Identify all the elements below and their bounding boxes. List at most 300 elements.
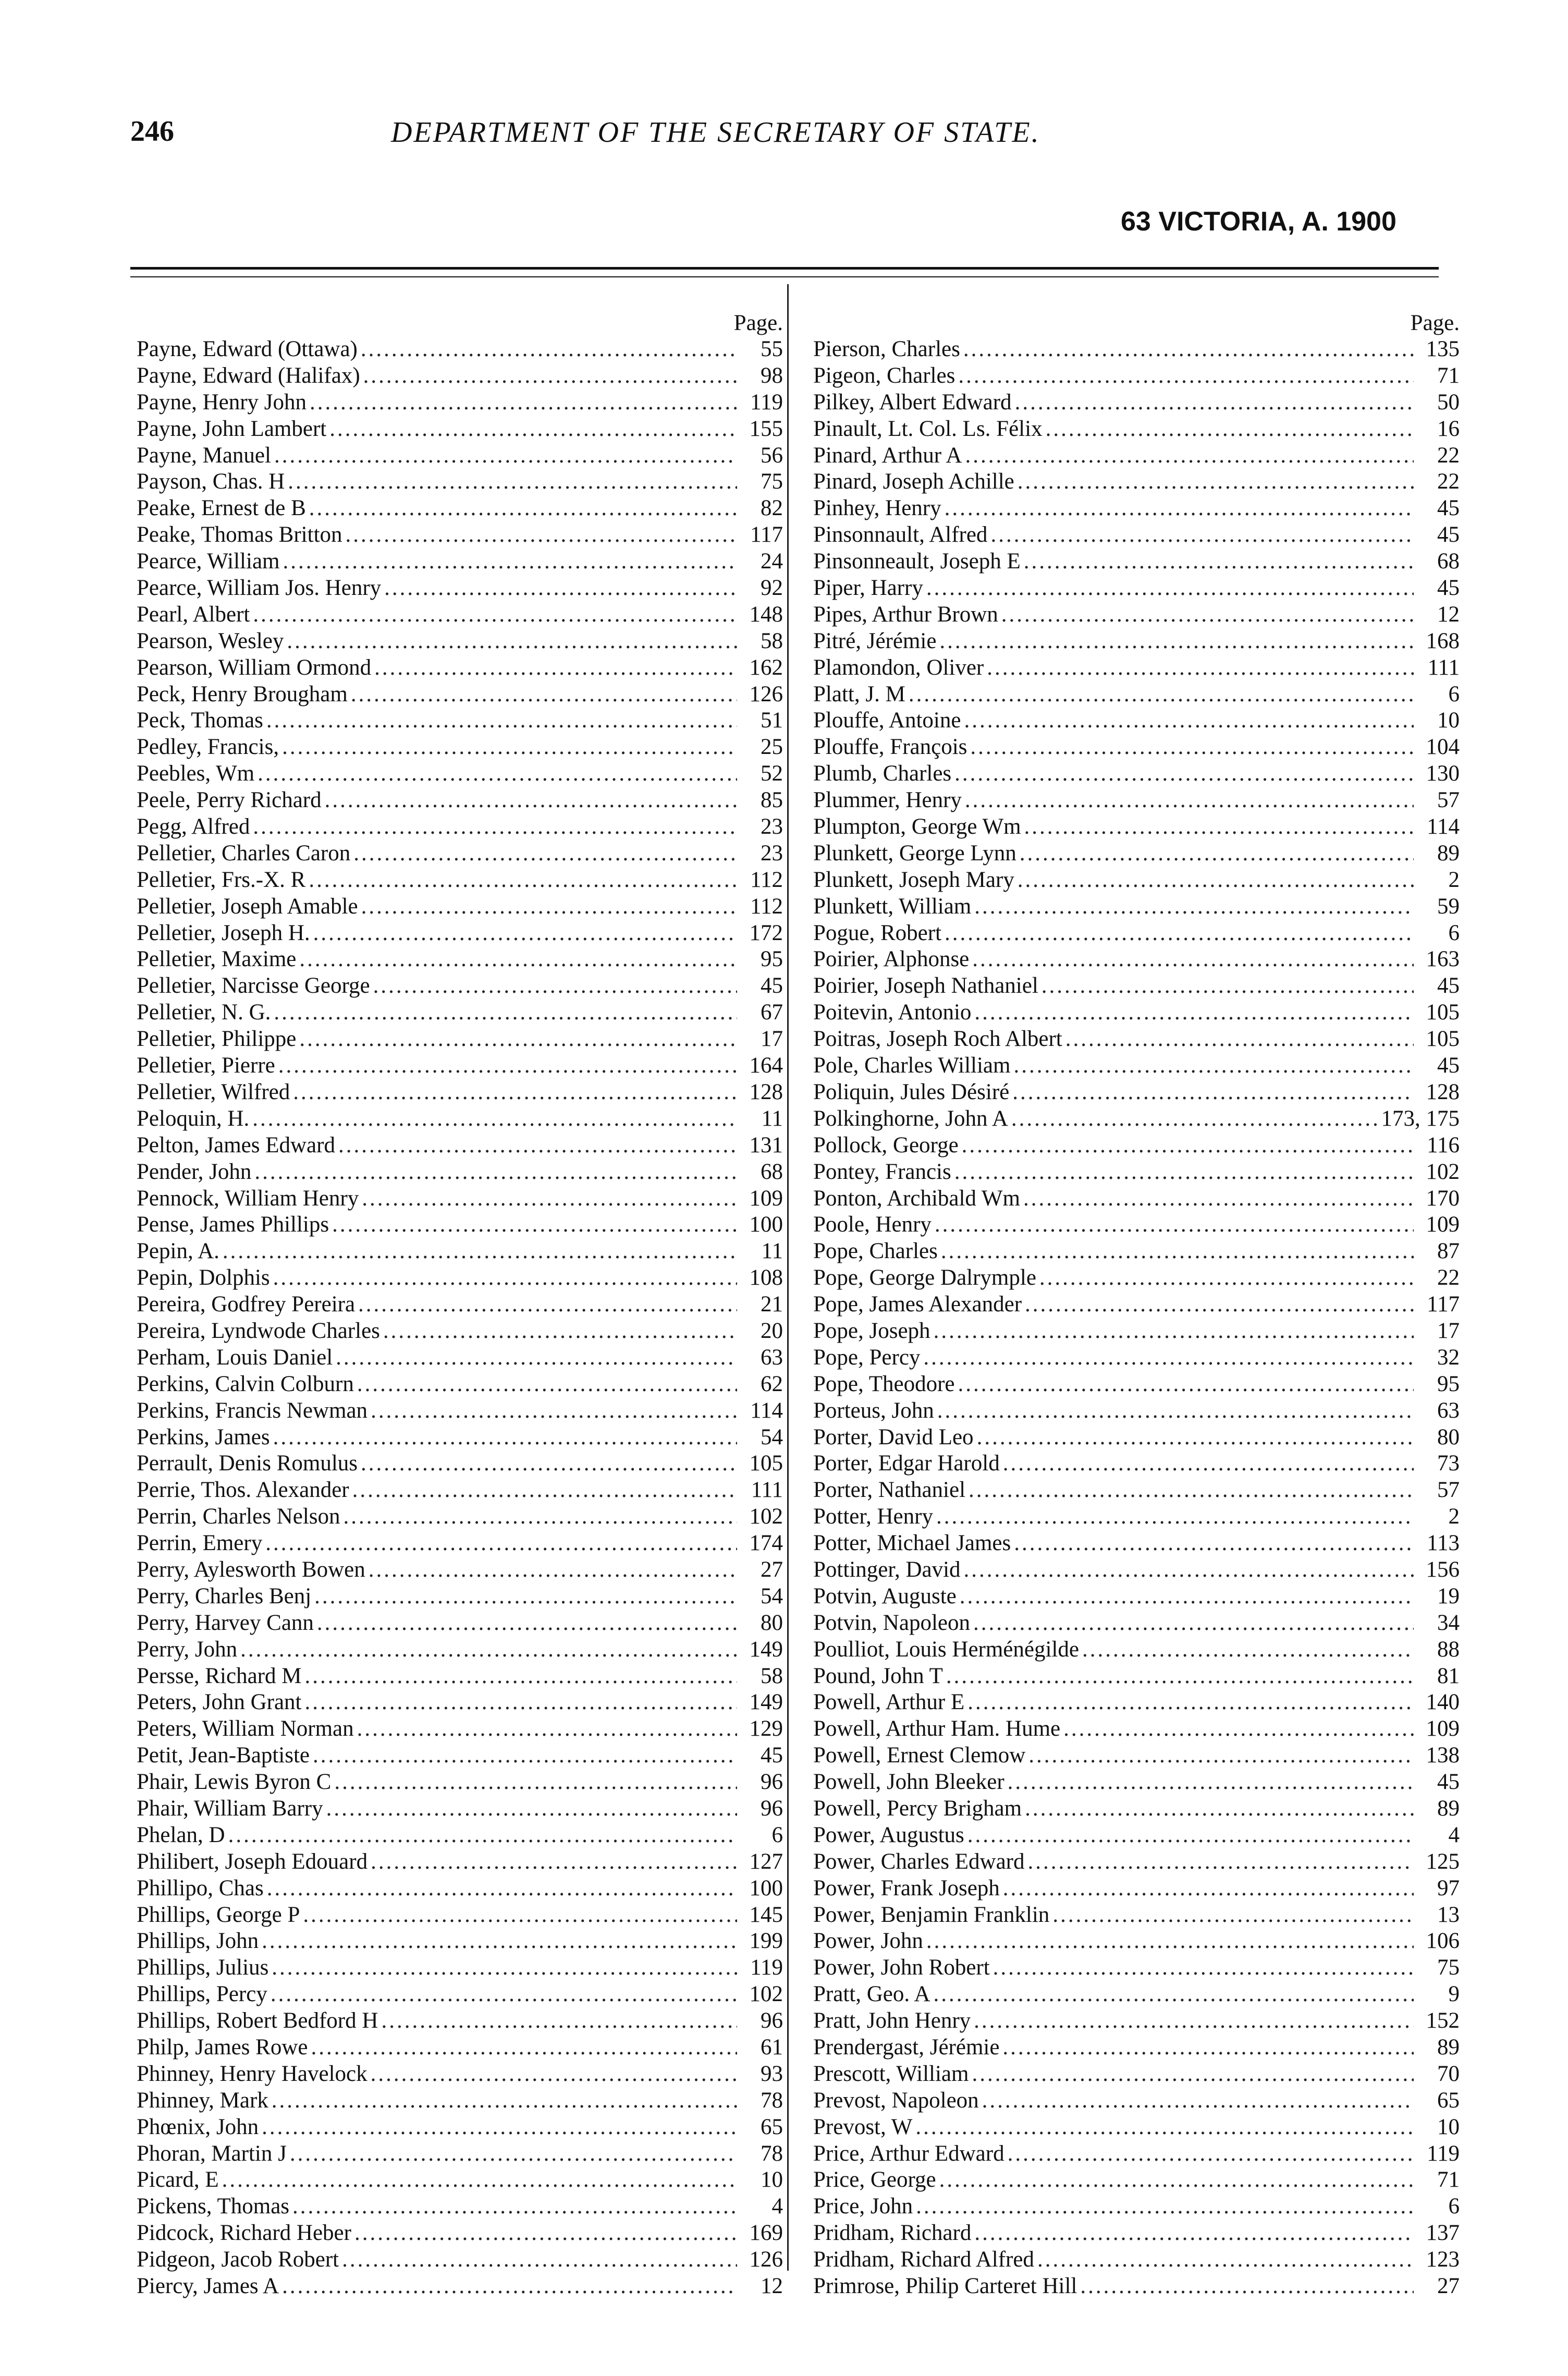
dot-leader — [313, 920, 737, 946]
entry-page: 6 — [1448, 681, 1460, 706]
entry-page: 54 — [761, 1424, 783, 1449]
index-entry — [813, 1557, 1460, 1583]
dot-leader — [1001, 602, 1414, 628]
entry-page: 32 — [1437, 1345, 1460, 1370]
entry-name: Pottinger, David — [813, 1557, 961, 1582]
index-entry — [137, 443, 783, 469]
entry-page: 97 — [1437, 1875, 1460, 1900]
dot-leader — [1024, 549, 1414, 575]
index-entry — [137, 2167, 783, 2194]
entry-page: 75 — [761, 469, 783, 494]
entry-name: Perry, John — [137, 1637, 238, 1662]
dot-leader — [240, 1637, 737, 1663]
entry-name: Peck, Thomas — [137, 708, 263, 733]
index-entry — [813, 894, 1460, 920]
dot-leader — [962, 1132, 1414, 1159]
entry-name: Payne, Henry John — [137, 389, 307, 415]
entry-name: Pope, George Dalrymple — [813, 1265, 1036, 1290]
entry-page: 25 — [761, 735, 783, 760]
entry-name: Payson, Chas. H — [137, 469, 285, 494]
entry-page: 152 — [1426, 2008, 1460, 2033]
entry-name: Perkins, Calvin Colburn — [137, 1371, 354, 1396]
dot-leader — [960, 1583, 1414, 1610]
dot-leader — [1027, 1849, 1414, 1875]
index-entry — [137, 1318, 783, 1345]
entry-name: Poirier, Alphonse — [813, 947, 970, 972]
index-entry — [813, 1398, 1460, 1424]
entry-page: 89 — [1437, 1796, 1460, 1821]
entry-name: Primrose, Philip Carteret Hill — [813, 2274, 1077, 2299]
entry-name: Phillips, Julius — [137, 1955, 269, 1980]
entry-page: 149 — [749, 1637, 783, 1662]
entry-page: 45 — [1437, 496, 1460, 521]
entry-name: Price, John — [813, 2194, 913, 2219]
entry-page: 95 — [761, 947, 783, 972]
dot-leader — [273, 1265, 737, 1291]
dot-leader — [946, 1663, 1414, 1689]
entry-page: 11 — [761, 1106, 783, 1131]
index-entry — [137, 575, 783, 602]
entry-page: 87 — [1437, 1239, 1460, 1264]
entry-page: 138 — [1426, 1743, 1460, 1768]
dot-leader — [1018, 867, 1414, 893]
dot-leader — [362, 1186, 737, 1212]
dot-leader — [1002, 2034, 1414, 2061]
index-entry — [137, 1875, 783, 1902]
index-entry — [813, 1345, 1460, 1371]
entry-name: Plumb, Charles — [813, 761, 952, 786]
index-entry — [813, 549, 1460, 575]
dot-leader — [369, 1557, 737, 1583]
entry-name: Pelletier, Charles Caron — [137, 840, 351, 866]
index-entry — [813, 1106, 1460, 1132]
dot-leader — [262, 1928, 737, 1954]
index-entry — [137, 2034, 783, 2061]
entry-name: Perham, Louis Daniel — [137, 1345, 333, 1370]
entry-page: 148 — [749, 602, 783, 627]
index-entry — [137, 1398, 783, 1424]
index-column-right — [813, 310, 1460, 2300]
dot-leader — [1039, 1265, 1414, 1291]
entry-name: Porter, David Leo — [813, 1424, 974, 1449]
dot-leader — [973, 1610, 1414, 1636]
index-entry — [137, 1689, 783, 1716]
entry-page: 81 — [1437, 1663, 1460, 1688]
dot-leader — [923, 1345, 1414, 1371]
entry-name: Phair, Lewis Byron C — [137, 1770, 332, 1795]
entry-page: 85 — [761, 788, 783, 813]
index-entry — [813, 389, 1460, 416]
entry-page: 119 — [1427, 2141, 1460, 2166]
dot-leader — [313, 1743, 737, 1769]
index-entry — [137, 1212, 783, 1238]
entry-name: Pope, Joseph — [813, 1318, 930, 1343]
entry-page: 155 — [749, 416, 783, 441]
entry-name: Pearson, Wesley — [137, 628, 284, 653]
entry-page: 96 — [761, 2008, 783, 2033]
dot-leader — [965, 787, 1414, 813]
page-title: DEPARTMENT OF THE SECRETARY OF STATE. — [391, 116, 1040, 149]
entry-name: Prevost, Napoleon — [813, 2088, 979, 2113]
index-entry — [137, 2088, 783, 2114]
dot-leader — [304, 1689, 737, 1715]
dot-leader — [972, 2061, 1414, 2087]
entry-page: 10 — [1437, 2114, 1460, 2139]
index-entry — [137, 973, 783, 1000]
entry-page: 112 — [750, 894, 783, 919]
dot-leader — [987, 655, 1414, 681]
entry-name: Pickens, Thomas — [137, 2194, 290, 2219]
entry-page: 89 — [1437, 840, 1460, 866]
entry-name: Payne, Edward (Halifax) — [137, 363, 360, 388]
page-column-heading: Page. — [1410, 311, 1460, 335]
entry-page: 10 — [761, 2167, 783, 2192]
dot-leader — [272, 2088, 737, 2114]
entry-name: Pratt, John Henry — [813, 2008, 971, 2033]
dot-leader — [338, 1132, 737, 1159]
entry-page: 9 — [1448, 1982, 1460, 2007]
entry-name: Peake, Ernest de B — [137, 496, 306, 521]
entry-page: 71 — [1437, 2167, 1460, 2192]
index-entry — [813, 1451, 1460, 1477]
entry-name: Plamondon, Oliver — [813, 655, 984, 680]
entry-page: 65 — [1437, 2088, 1460, 2113]
entry-page: 135 — [1426, 337, 1460, 361]
entry-name: Pearl, Albert — [137, 602, 250, 627]
entry-name: Pedley, Francis, — [137, 735, 279, 760]
dot-leader — [916, 2194, 1414, 2220]
entry-page: 113 — [1427, 1531, 1460, 1556]
dot-leader — [353, 840, 737, 867]
index-entry — [813, 1053, 1460, 1079]
entry-name: Pilkey, Albert Edward — [813, 389, 1012, 415]
entry-page: 173, 175 — [1381, 1106, 1460, 1131]
entry-name: Philibert, Joseph Edouard — [137, 1849, 368, 1874]
index-entry — [813, 655, 1460, 681]
entry-page: 137 — [1426, 2221, 1460, 2246]
entry-page: 199 — [749, 1929, 783, 1954]
dot-leader — [974, 1000, 1414, 1026]
dot-leader — [228, 1822, 737, 1848]
entry-name: Peck, Henry Brougham — [137, 681, 348, 706]
entry-page: 127 — [749, 1849, 783, 1874]
entry-name: Powell, John Bleeker — [813, 1770, 1005, 1795]
entry-name: Pinault, Lt. Col. Ls. Félix — [813, 416, 1043, 441]
entry-page: 80 — [1437, 1424, 1460, 1449]
dot-leader — [271, 1981, 737, 2007]
entry-page: 164 — [749, 1053, 783, 1078]
dot-leader — [935, 1212, 1414, 1238]
entry-name: Poole, Henry — [813, 1212, 932, 1237]
dot-leader — [1024, 814, 1414, 840]
index-entry — [813, 2034, 1460, 2061]
entry-page: 109 — [749, 1186, 783, 1211]
entry-page: 45 — [761, 1743, 783, 1768]
entry-name: Porter, Edgar Harold — [813, 1451, 1000, 1476]
dot-leader — [1063, 1716, 1414, 1742]
entry-name: Poulliot, Louis Herménégilde — [813, 1637, 1079, 1662]
entry-page: 45 — [1437, 576, 1460, 601]
dot-leader — [945, 920, 1414, 946]
entry-page: 96 — [761, 1770, 783, 1795]
index-entry — [813, 1026, 1460, 1053]
entry-name: Phillips, John — [137, 1929, 259, 1954]
entry-name: Pope, Theodore — [813, 1371, 955, 1396]
entry-page: 92 — [761, 576, 783, 601]
entry-page: 63 — [1437, 1398, 1460, 1423]
index-entry — [137, 389, 783, 416]
dot-leader — [967, 1822, 1414, 1848]
index-entry — [137, 1424, 783, 1451]
entry-page: 61 — [761, 2035, 783, 2060]
header-rule-thin — [130, 276, 1439, 277]
index-entry — [813, 1291, 1460, 1318]
entry-page: 6 — [771, 1822, 783, 1847]
entry-page: 129 — [749, 1716, 783, 1741]
dot-leader — [346, 522, 737, 548]
entry-name: Ponton, Archibald Wm — [813, 1186, 1020, 1211]
entry-name: Pereira, Godfrey Pereira — [137, 1292, 356, 1317]
entry-page: 104 — [1426, 735, 1460, 760]
entry-name: Plouffe, Antoine — [813, 708, 961, 733]
entry-page: 89 — [1437, 2035, 1460, 2060]
dot-leader — [309, 495, 737, 521]
dot-leader — [254, 1159, 737, 1185]
index-entry — [813, 602, 1460, 628]
dot-leader — [222, 2167, 737, 2193]
index-entry — [137, 1265, 783, 1291]
entry-page: 88 — [1437, 1637, 1460, 1662]
index-entry — [813, 1159, 1460, 1186]
dot-leader — [967, 1689, 1414, 1715]
entry-name: Pense, James Phillips — [137, 1212, 329, 1237]
entry-page: 125 — [1426, 1849, 1460, 1874]
entry-page: 78 — [761, 2088, 783, 2113]
entry-name: Powell, Percy Brigham — [813, 1796, 1022, 1821]
entry-page: 22 — [1437, 1265, 1460, 1290]
entry-name: Perrault, Denis Romulus — [137, 1451, 358, 1476]
index-entry — [813, 1079, 1460, 1106]
dot-leader — [334, 1769, 737, 1795]
index-entry — [137, 2273, 783, 2300]
entry-page: 22 — [1437, 469, 1460, 494]
entry-name: Pridham, Richard Alfred — [813, 2247, 1034, 2272]
dot-leader — [342, 2247, 737, 2273]
dot-leader — [358, 1291, 737, 1318]
dot-leader — [964, 1557, 1414, 1583]
index-entry — [813, 734, 1460, 761]
index-entry — [813, 1530, 1460, 1557]
index-entry — [137, 1743, 783, 1769]
entry-page: 123 — [1426, 2247, 1460, 2272]
entry-name: Pender, John — [137, 1159, 252, 1184]
index-entry — [137, 2220, 783, 2247]
entry-name: Perrin, Emery — [137, 1531, 263, 1556]
dot-leader — [1046, 416, 1414, 442]
entry-name: Power, John Robert — [813, 1955, 990, 1980]
entry-name: Peters, John Grant — [137, 1690, 302, 1715]
entry-name: Plunkett, William — [813, 894, 972, 919]
dot-leader — [274, 443, 737, 469]
entry-page: 24 — [761, 549, 783, 574]
dot-leader — [936, 1504, 1414, 1530]
entry-page: 102 — [749, 1504, 783, 1529]
dot-leader — [371, 1849, 737, 1875]
index-entry — [137, 2114, 783, 2141]
index-entry — [137, 1026, 783, 1053]
entry-name: Power, Augustus — [813, 1822, 964, 1847]
entry-page: 100 — [749, 1212, 783, 1237]
index-entry — [137, 734, 783, 761]
entry-page: 130 — [1426, 761, 1460, 786]
index-column-left — [137, 310, 783, 2300]
dot-leader — [963, 336, 1414, 362]
dot-leader — [258, 761, 737, 787]
entry-name: Pridham, Richard — [813, 2221, 972, 2246]
index-entry — [137, 1610, 783, 1637]
entry-page: 2 — [1448, 1504, 1460, 1529]
index-entry — [137, 1583, 783, 1610]
index-entry — [813, 1769, 1460, 1796]
entry-name: Payne, Edward (Ottawa) — [137, 337, 358, 361]
dot-leader — [252, 1106, 737, 1132]
entry-name: Pole, Charles William — [813, 1053, 1011, 1078]
dot-leader — [941, 1238, 1414, 1264]
entry-name: Pratt, Geo. A — [813, 1982, 930, 2007]
dot-leader — [1025, 1796, 1414, 1822]
dot-leader — [373, 973, 737, 999]
index-entry — [137, 1637, 783, 1663]
index-entry — [813, 1238, 1460, 1265]
entry-name: Pinhey, Henry — [813, 496, 941, 521]
index-entry — [137, 1716, 783, 1743]
dot-leader — [1042, 973, 1414, 999]
index-entry — [137, 2247, 783, 2273]
entry-name: Price, Arthur Edward — [813, 2141, 1005, 2166]
entry-page: 126 — [749, 681, 783, 706]
dot-leader — [954, 761, 1414, 787]
dot-leader — [265, 1530, 737, 1556]
index-entry — [137, 867, 783, 894]
index-entry — [813, 1981, 1460, 2008]
entry-page: 162 — [749, 655, 783, 680]
dot-leader — [278, 1053, 737, 1079]
dot-leader — [351, 681, 737, 708]
dot-leader — [325, 787, 737, 813]
dot-leader — [1011, 1106, 1377, 1132]
entry-name: Peters, William Norman — [137, 1716, 354, 1741]
index-entry — [137, 1053, 783, 1079]
entry-name: Phelan, D — [137, 1822, 225, 1847]
entry-page: 52 — [761, 761, 783, 786]
dot-leader — [223, 1238, 737, 1264]
dot-leader — [970, 734, 1414, 760]
index-entry — [813, 1875, 1460, 1902]
dot-leader — [329, 416, 737, 442]
entry-name: Peloquin, H. — [137, 1106, 250, 1131]
entry-page: 71 — [1437, 363, 1460, 388]
index-entry — [813, 1318, 1460, 1345]
entry-page: 140 — [1426, 1690, 1460, 1715]
entry-page: 4 — [771, 2194, 783, 2219]
dot-leader — [974, 894, 1414, 920]
entry-name: Pelletier, Pierre — [137, 1053, 275, 1078]
index-entry — [137, 628, 783, 655]
entry-page: 105 — [1426, 1000, 1460, 1025]
dot-leader — [309, 867, 737, 893]
index-entry — [813, 1186, 1460, 1212]
dot-leader — [357, 1716, 737, 1742]
index-entry — [813, 946, 1460, 973]
dot-leader — [336, 1345, 737, 1371]
entry-page: 119 — [750, 389, 783, 415]
entry-page: 45 — [761, 973, 783, 998]
entry-page: 117 — [750, 522, 783, 547]
entry-name: Plumpton, George Wm — [813, 814, 1021, 839]
page-number: 246 — [130, 115, 174, 148]
entry-page: 169 — [749, 2221, 783, 2246]
dot-leader — [361, 894, 737, 920]
dot-leader — [977, 1424, 1414, 1451]
entry-name: Power, Frank Joseph — [813, 1875, 1000, 1900]
dot-leader — [332, 1212, 737, 1238]
dot-leader — [1012, 1079, 1414, 1105]
entry-name: Phoran, Martin J — [137, 2141, 287, 2166]
index-entry — [137, 1079, 783, 1106]
index-entry — [813, 681, 1460, 708]
entry-page: 105 — [749, 1451, 783, 1476]
entry-page: 21 — [761, 1292, 783, 1317]
entry-page: 45 — [1437, 973, 1460, 998]
index-entry — [137, 1451, 783, 1477]
entry-name: Pinard, Arthur A — [813, 443, 962, 468]
index-entry — [813, 336, 1460, 363]
entry-name: Perry, Aylesworth Bowen — [137, 1557, 365, 1582]
entry-name: Perkins, James — [137, 1424, 270, 1449]
entry-name: Payne, Manuel — [137, 443, 271, 468]
dot-leader — [1020, 840, 1414, 867]
entry-name: Peebles, Wm — [137, 761, 255, 786]
entry-page: 17 — [1437, 1318, 1460, 1343]
entry-name: Perrin, Charles Nelson — [137, 1504, 340, 1529]
entry-name: Perrie, Thos. Alexander — [137, 1478, 349, 1503]
index-entry — [137, 1238, 783, 1265]
entry-page: 45 — [1437, 1053, 1460, 1078]
entry-page: 80 — [761, 1610, 783, 1635]
index-entry — [813, 2088, 1460, 2114]
entry-name: Porteus, John — [813, 1398, 934, 1423]
index-entry — [137, 681, 783, 708]
index-entry — [137, 522, 783, 549]
entry-page: 106 — [1426, 1929, 1460, 1954]
entry-page: 119 — [750, 1955, 783, 1980]
dot-leader — [1052, 1902, 1414, 1928]
index-entry — [813, 416, 1460, 443]
entry-name: Pelletier, Joseph Amable — [137, 894, 358, 919]
index-entry — [813, 1663, 1460, 1690]
entry-name: Phinney, Mark — [137, 2088, 268, 2113]
index-entry — [137, 761, 783, 787]
dot-leader — [1065, 1026, 1414, 1052]
index-entry — [137, 1822, 783, 1849]
index-entry — [137, 1477, 783, 1504]
dot-leader — [314, 1583, 737, 1610]
index-entry — [137, 1106, 783, 1132]
entry-name: Peake, Thomas Britton — [137, 522, 342, 547]
entry-name: Plouffe, François — [813, 735, 967, 760]
entry-name: Potvin, Auguste — [813, 1583, 957, 1609]
entry-page: 57 — [1437, 1478, 1460, 1503]
